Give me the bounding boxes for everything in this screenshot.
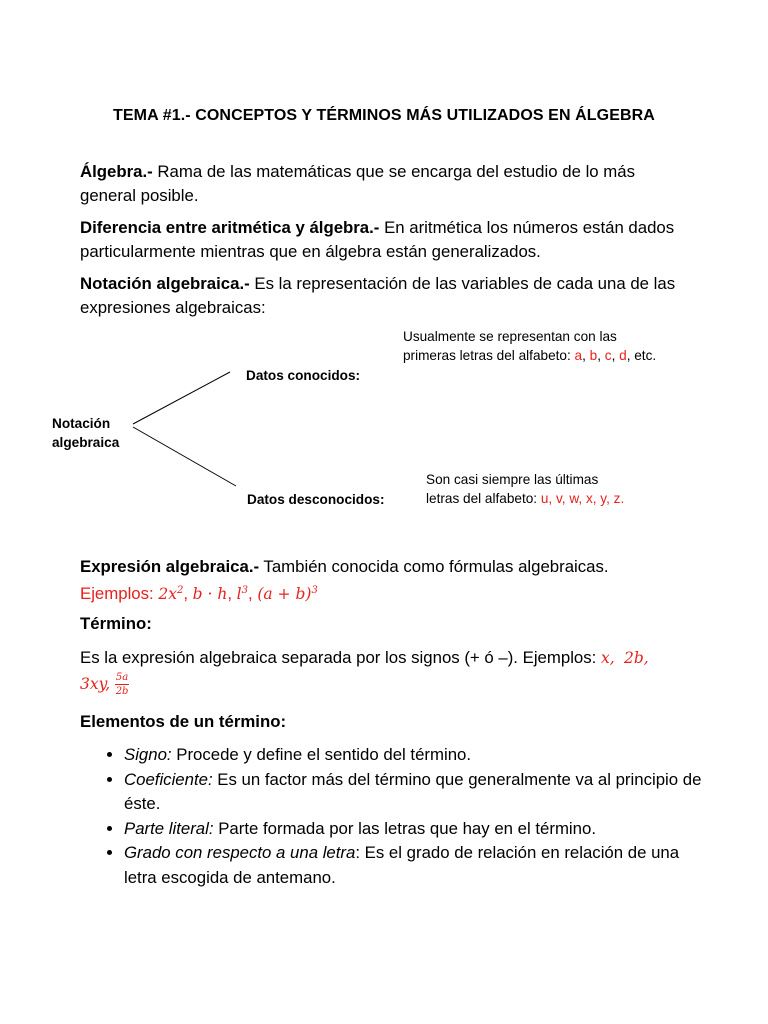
document-title: TEMA #1.- CONCEPTOS Y TÉRMINOS MÁS UTILIZADOS EN ÁLGEBRA: [113, 107, 655, 124]
known-note-line2: primeras letras del alfabeto:: [403, 348, 575, 363]
expresion-examples-label: Ejemplos:: [80, 584, 159, 604]
unknown-note: [426, 470, 624, 508]
unknown-label: Datos desconocidos:: [247, 492, 385, 507]
example-l3: $l^3$: [236, 585, 249, 604]
list-item: • Coeficiente: Es un factor más del término que generalmente va al principio de éste.: [124, 768, 714, 817]
notacion-term: Notación algebraica.-: [80, 274, 250, 293]
algebra-term: Álgebra.-: [80, 162, 153, 181]
unknown-note-line1: Son casi siempre las últimas: [426, 472, 599, 487]
notacion-text: Es la representación de las variables de cada una de las expresiones algebraicas:: [80, 274, 676, 317]
branch-line-known: [133, 372, 230, 424]
termino-ex-3xy: 3xy,: [80, 675, 111, 693]
diagram-root: [52, 414, 119, 452]
diferencia-text: En aritmética los números están dados particularmente mientras que en álgebra están generalizados.: [80, 218, 675, 261]
elementos-list: [100, 743, 714, 891]
unknown-letters: u, v, w, x, y, z.: [540, 491, 625, 506]
example-2x2: $2x^2$: [158, 585, 184, 604]
unknown-note-line2: letras del alfabeto:: [426, 491, 541, 506]
known-letter-b: b: [589, 348, 598, 363]
elementos-heading: Elementos de un término:: [80, 712, 287, 731]
known-note: Usualmente se representan con las primeras letras del alfabeto: a, b, c, d, etc.: [403, 329, 657, 363]
diagram-root-line2: algebraica: [52, 435, 120, 450]
termino-ex-x: x,: [600, 649, 615, 667]
termino-definition: [80, 645, 690, 697]
branch-line-unknown: [133, 427, 236, 486]
termino-ex-fraction: $\frac{5a}{2b}$: [115, 672, 129, 698]
termino-heading: Término:: [80, 614, 152, 633]
algebra-text: Rama de las matemáticas que se encarga del estudio de lo más general posible.: [80, 162, 635, 205]
diagram-root-line1: Notación: [52, 416, 111, 431]
expresion-definition: Expresión algebraica.- También conocida como fórmulas algebraicas. Ejemplos: $2x^2$, b · h, $l^3$, $(a + b)^3$: [80, 557, 609, 604]
list-item: • Signo: Procede y define el sentido del término.: [124, 743, 714, 768]
example-ab3: $(a + b)^3$: [257, 585, 318, 604]
known-note-suffix: , etc.: [626, 348, 657, 363]
termino-ex-2b: 2b,: [623, 649, 649, 667]
known-letter-d: d: [619, 348, 627, 363]
diferencia-term: Diferencia entre aritmética y álgebra.-: [80, 218, 380, 237]
expresion-term: Expresión algebraica.-: [80, 557, 260, 576]
example-bh: b · h: [192, 585, 228, 604]
expresion-text: También conocida como fórmulas algebraicas.: [259, 557, 609, 576]
known-letter-a: a: [574, 348, 583, 363]
list-item: • Parte literal: Parte formada por las letras que hay en el término.: [124, 817, 714, 842]
known-letter-c: c: [604, 348, 612, 363]
list-item: • Grado con respecto a una letra: Es el grado de relación en relación de una letra escogida de antemano.: [124, 841, 714, 890]
termino-text: Es la expresión algebraica separada por los signos (+ ó –). Ejemplos:: [80, 648, 601, 667]
known-note-line1: Usualmente se representan con las: [403, 329, 617, 344]
known-label: Datos conocidos:: [246, 368, 361, 383]
